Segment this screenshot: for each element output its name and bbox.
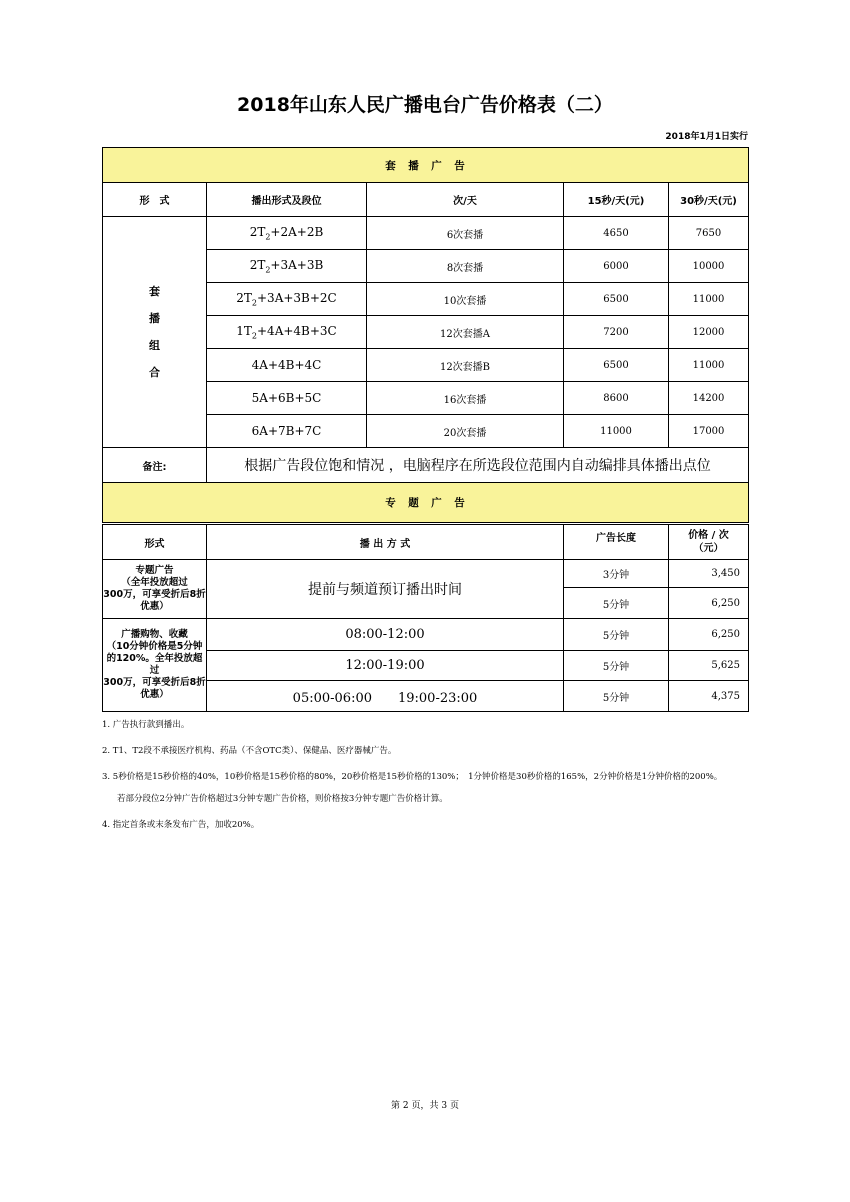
group-char: 套 bbox=[149, 285, 160, 298]
broadcast-times: 6次套播 bbox=[367, 217, 564, 250]
price-15s: 7200 bbox=[564, 316, 669, 349]
price-15s: 8600 bbox=[564, 382, 669, 415]
col-header-price-15s: 15秒/天(元) bbox=[564, 183, 669, 217]
topic-ad-label: 专题广告 （全年投放超过 300万，可享受折后8折 优惠） bbox=[103, 560, 207, 619]
broadcast-times: 12次套播B bbox=[367, 349, 564, 382]
ad-price: 6,250 bbox=[669, 619, 749, 651]
price-15s: 11000 bbox=[564, 415, 669, 448]
page-title: 2018年山东人民广播电台广告价格表（二） bbox=[237, 94, 613, 116]
ad-price: 4,375 bbox=[669, 681, 749, 712]
price-15s: 4650 bbox=[564, 217, 669, 250]
col-header-method: 播 出 方 式 bbox=[207, 525, 564, 560]
special-section-header: 专 题 广 告 bbox=[103, 483, 749, 523]
price-30s: 12000 bbox=[669, 316, 749, 349]
broadcast-times: 10次套播 bbox=[367, 283, 564, 316]
footnote: 2. T1、T2段不承接医疗机构、药品（不含OTC类）、保健品、医疗器械广告。 bbox=[102, 746, 397, 756]
price-30s: 14200 bbox=[669, 382, 749, 415]
price-15s: 6500 bbox=[564, 283, 669, 316]
footnote: 1. 广告执行款到播出。 bbox=[102, 720, 190, 730]
effective-date: 2018年1月1日实行 bbox=[665, 132, 748, 142]
footnote: 若部分段位2分钟广告价格超过3分钟专题广告价格，则价格按3分钟专题广告价格计算。 bbox=[117, 794, 448, 804]
group-char: 合 bbox=[149, 366, 160, 379]
remark-label: 备注: bbox=[103, 448, 207, 483]
footnote: 4. 指定首条或末条发布广告，加收20%。 bbox=[102, 820, 260, 830]
topic-ad-method: 提前与频道预订播出时间 bbox=[207, 560, 564, 619]
price-15s: 6500 bbox=[564, 349, 669, 382]
ad-price: 6,250 bbox=[669, 588, 749, 619]
ad-length: 5分钟 bbox=[564, 681, 669, 712]
col-header-times: 次/天 bbox=[367, 183, 564, 217]
slot-combo: $2T_2+3A+3B$ bbox=[207, 250, 367, 283]
special-ad-table bbox=[102, 524, 749, 712]
col-header-length: 广告长度 bbox=[564, 525, 669, 560]
slot-combo: 4A+4B+4C bbox=[207, 349, 367, 382]
package-group-label bbox=[103, 217, 207, 448]
remark-text: 根据广告段位饱和情况 ，电脑程序在所选段位范围内自动编排具体播出点位 bbox=[207, 448, 749, 483]
col-header-price: 价格 / 次 （元） bbox=[669, 525, 749, 560]
broadcast-times: 16次套播 bbox=[367, 382, 564, 415]
slot-combo: $2T_2+2A+2B$ bbox=[207, 217, 367, 250]
price-30s: 11000 bbox=[669, 283, 749, 316]
time-slot: 08:00-12:00 bbox=[207, 619, 564, 651]
slot-combo: 5A+6B+5C bbox=[207, 382, 367, 415]
package-section-header: 套 播 广 告 bbox=[103, 148, 749, 183]
price-30s: 10000 bbox=[669, 250, 749, 283]
broadcast-times: 20次套播 bbox=[367, 415, 564, 448]
ad-length: 5分钟 bbox=[564, 619, 669, 651]
slot-combo: 6A+7B+7C bbox=[207, 415, 367, 448]
package-ad-table bbox=[102, 147, 749, 523]
ad-price: 5,625 bbox=[669, 651, 749, 681]
time-slot: 12:00-19:00 bbox=[207, 651, 564, 681]
ad-length: 5分钟 bbox=[564, 588, 669, 619]
group-char: 播 bbox=[149, 312, 160, 325]
col-header-price-30s: 30秒/天(元) bbox=[669, 183, 749, 217]
ad-price: 3,450 bbox=[669, 560, 749, 588]
shopping-ad-label: 广播购物、收藏 （10分钟价格是5分钟 的120%。全年投放超过 300万，可享受折后8折 优惠） bbox=[103, 619, 207, 712]
group-char: 组 bbox=[149, 339, 160, 352]
time-slot: 05:00-06:00 19:00-23:00 bbox=[207, 681, 564, 712]
col-header-slots: 播出形式及段位 bbox=[207, 183, 367, 217]
footnote: 3. 5秒价格是15秒价格的40%，10秒价格是15秒价格的80%，20秒价格是15秒价格的130%； 1分钟价格是30秒价格的165%，2分钟价格是1分钟价格的200%。 bbox=[102, 772, 723, 782]
price-30s: 17000 bbox=[669, 415, 749, 448]
col-header-form: 形式 bbox=[103, 525, 207, 560]
page-number: 第 2 页，共 3 页 bbox=[391, 1101, 459, 1111]
ad-length: 3分钟 bbox=[564, 560, 669, 588]
broadcast-times: 8次套播 bbox=[367, 250, 564, 283]
price-30s: 11000 bbox=[669, 349, 749, 382]
price-30s: 7650 bbox=[669, 217, 749, 250]
slot-combo: $1T_2+4A+4B+3C$ bbox=[207, 316, 367, 349]
slot-combo: $2T_2+3A+3B+2C$ bbox=[207, 283, 367, 316]
ad-length: 5分钟 bbox=[564, 651, 669, 681]
col-header-form: 形 式 bbox=[103, 183, 207, 217]
price-15s: 6000 bbox=[564, 250, 669, 283]
broadcast-times: 12次套播A bbox=[367, 316, 564, 349]
